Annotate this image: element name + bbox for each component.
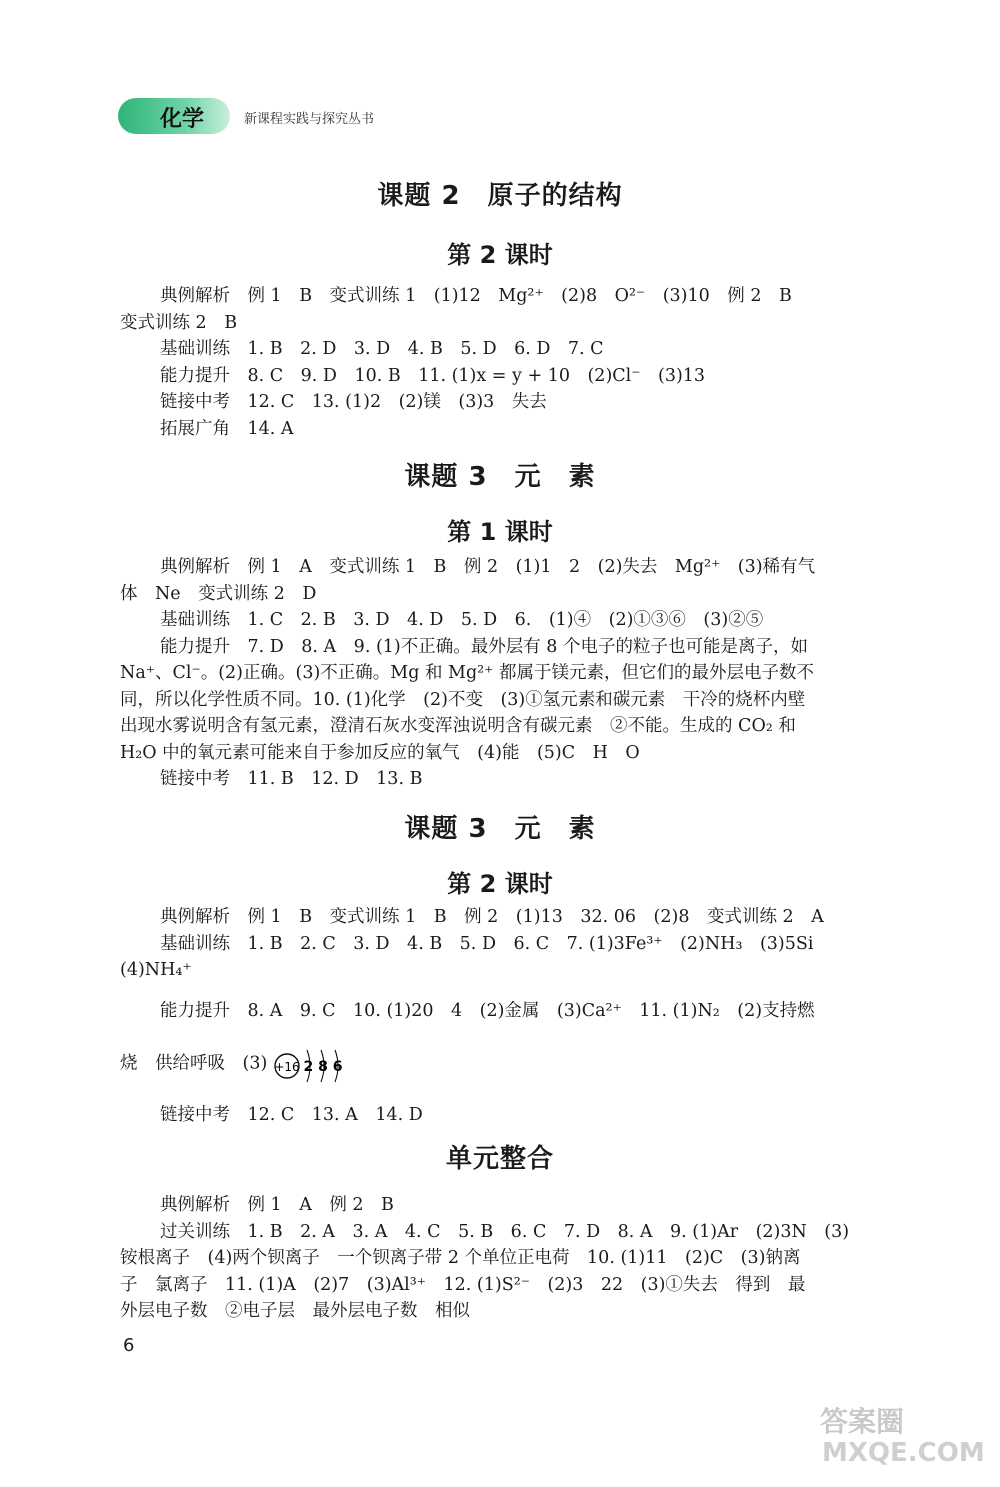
watermark-logo: 答案圈	[820, 1405, 905, 1438]
answer-line-with-diagram	[120, 1044, 895, 1084]
answer-line: 链接中考 12. C 13. (1)2 (2)镁 (3)3 失去	[160, 392, 547, 412]
lesson-title: 第 2 课时	[447, 241, 553, 269]
answer-line: 典例解析 例 1 A 变式训练 1 B 例 2 (1)1 2 (2)失去 Mg²⁺ (3)稀有气	[160, 557, 816, 577]
answer-line: 基础训练 1. B 2. C 3. D 4. B 5. D 6. C 7. (1)3Fe³⁺ (2)NH₃ (3)5Si	[160, 933, 814, 954]
answer-line: 过关训练 1. B 2. A 3. A 4. C 5. B 6. C 7. D 8. A 9. (1)Ar (2)3N (3)	[160, 1221, 850, 1242]
answer-block	[120, 904, 895, 1129]
answer-line: 能力提升 7. D 8. A 9. (1)不正确。最外层有 8 个电子的粒子也可能是离子，如	[160, 636, 808, 657]
sulfur-atom-structure-diagram	[273, 1044, 353, 1084]
section-title: 课题 3 元 素	[404, 462, 596, 492]
nucleus-label: +16	[274, 1060, 300, 1074]
answer-line: 典例解析 例 1 B 变式训练 1 B 例 2 (1)13 32. 06 (2)8 变式训练 2 A	[160, 907, 824, 927]
lesson-title: 第 1 课时	[447, 518, 553, 546]
answer-line: 体 Ne 变式训练 2 D	[120, 583, 317, 604]
answer-line: Na⁺、Cl⁻。(2)正确。(3)不正确。Mg 和 Mg²⁺ 都属于镁元素，但它们的最外层电子数不	[120, 663, 814, 683]
answer-line: 链接中考 11. B 12. D 13. B	[160, 769, 423, 789]
lesson-title: 第 2 课时	[447, 870, 553, 898]
answer-block	[120, 554, 895, 793]
section-title: 课题 3 元 素	[404, 814, 596, 844]
answer-line: 能力提升 8. C 9. D 10. B 11. (1)x = y + 10 (2)Cl⁻ (3)13	[160, 365, 706, 386]
answer-line: 基础训练 1. B 2. D 3. D 4. B 5. D 6. D 7. C	[160, 339, 604, 359]
unit-summary-title: 单元整合	[445, 1144, 554, 1174]
answer-line: 同，所以化学性质不同。10. (1)化学 (2)不变 (3)①氢元素和碳元素 干冷的烧杯内壁	[120, 689, 806, 710]
answer-text: 烧 供给呼吸 (3)	[120, 1053, 268, 1074]
answer-line: 典例解析 例 1 B 变式训练 1 (1)12 Mg²⁺ (2)8 O²⁻ (3)10 例 2 B	[160, 286, 792, 306]
page-number: 6	[123, 1335, 135, 1356]
header-subject: 化学	[160, 107, 205, 132]
answer-line: 子 氯离子 11. (1)A (2)7 (3)Al³⁺ 12. (1)S²⁻ (2)3 22 (3)①失去 得到 最	[120, 1274, 806, 1295]
answer-line: 典例解析 例 1 A 例 2 B	[160, 1195, 394, 1215]
header-series: 新课程实践与探究丛书	[244, 112, 375, 127]
answer-line: 链接中考 12. C 13. A 14. D	[160, 1105, 423, 1125]
answer-line: H₂O 中的氧元素可能来自于参加反应的氧气 (4)能 (5)C H O	[120, 742, 640, 763]
answer-block	[120, 1192, 895, 1325]
shell-electrons-label: 2 8 6	[303, 1059, 343, 1075]
answer-block	[120, 283, 895, 442]
atom-diagram-svg	[273, 1044, 353, 1084]
section-title: 课题 2 原子的结构	[377, 181, 623, 211]
answer-line: 基础训练 1. C 2. B 3. D 4. D 5. D 6. (1)④ (2)①③⑥ (3)②⑤	[160, 610, 764, 630]
answer-line: (4)NH₄⁺	[120, 960, 192, 980]
answer-line: 能力提升 8. A 9. C 10. (1)20 4 (2)金属 (3)Ca²⁺ 11. (1)N₂ (2)支持燃	[160, 1000, 815, 1021]
answer-line: 拓展广角 14. A	[160, 418, 294, 439]
answer-line: 外层电子数 ②电子层 最外层电子数 相似	[120, 1301, 470, 1321]
answer-line: 变式训练 2 B	[120, 312, 238, 333]
answer-line: 出现水雾说明含有氢元素，澄清石灰水变浑浊说明含有碳元素 ②不能。生成的 CO₂ 和	[120, 716, 796, 736]
answer-line: 铵根离子 (4)两个钡离子 一个钡离子带 2 个单位正电荷 10. (1)11 (2)C (3)钠离	[120, 1248, 801, 1268]
watermark-url: MXQE.COM	[822, 1438, 985, 1468]
